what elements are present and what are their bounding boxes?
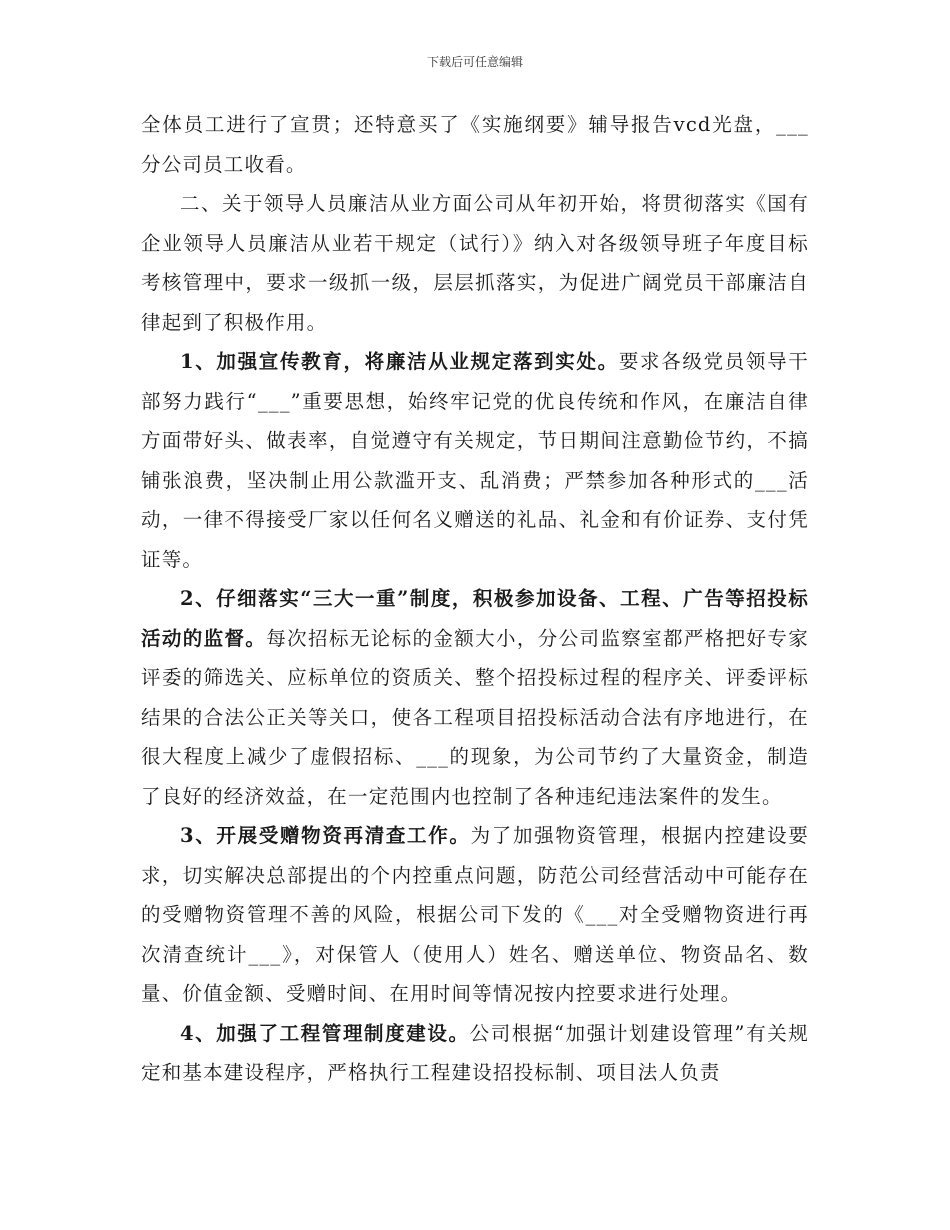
paragraph-heading: 2、仔细落实“三大一重”制度，积极参加设备、工程、广告等招投标活动的监督。 [141,587,809,650]
paragraph-continuation [141,105,809,184]
page-header: 下载后可任意编辑 [426,55,523,69]
paragraph-item-3 [141,816,809,1014]
paragraph-section-two [141,184,809,342]
paragraph-heading: 3、开展受赠物资再清查工作。 [180,824,471,847]
paragraph-item-2 [141,579,809,816]
paragraph-heading: 4、加强了工程管理制度建设。 [180,1021,470,1045]
paragraph-text: 全体员工进行了宣贯；还特意买了《实施纲要》辅导报告vcd光盘，___分公司员工收看。 [141,113,809,176]
paragraph-text: 二、关于领导人员廉洁从业方面公司从年初开始，将贯彻落实《国有企业领导人员廉洁从业若干规定（试行）》纳入对各级领导班子年度目标考核管理中，要求一级抓一级，层层抓落实，为促进广阔党员干部廉洁自律起到了积极作用。 [141,192,809,334]
paragraph-text: 为了加强物资管理，根据内控建设要求，切实解决总部提出的个内控重点问题，防范公司经营活动中可能存在的受赠物资管理不善的风险，根据公司下发的《___对全受赠物资进行再次清查统计___》，对保管人（使用人）姓名、赠送单位、物资品名、数量、价值金额、受赠时间、在用时间等情况按内控要求进行处理。 [141,824,809,1005]
paragraph-text: 每次招标无论标的金额大小，分公司监察室都严格把好专家评委的筛选关、应标单位的资质关、整个招投标过程的程序关、评委评标结果的合法公正关等关口，使各工程项目招投标活动合法有序地进行，在很大程度上减少了虚假招标、___的现象，为公司节约了大量资金，制造了良好的经济效益，在一定范围内也控制了各种违纪违法案件的发生。 [141,626,810,808]
paragraph-item-1 [141,342,809,579]
paragraph-text: 要求各级党员领导干部努力践行“___”重要思想，始终牢记党的优良传统和作风，在廉洁自律方面带好头、做表率，自觉遵守有关规定，节日期间注意勤俭节约，不搞铺张浪费，坚决制止用公款滥开支、乱消费；严禁参加各种形式的___活动，一律不得接受厂家以任何名义赠送的礼品、礼金和有价证券、支付凭证等。 [141,350,809,571]
paragraph-heading: 1、加强宣传教育，将廉洁从业规定落到实处。 [180,350,619,373]
document-body [141,105,809,1093]
paragraph-text: 公司根据“加强计划建设管理”有关规定和基本建设程序，严格执行工程建设招投标制、项目法人负责 [141,1021,809,1084]
paragraph-item-4 [141,1014,809,1093]
